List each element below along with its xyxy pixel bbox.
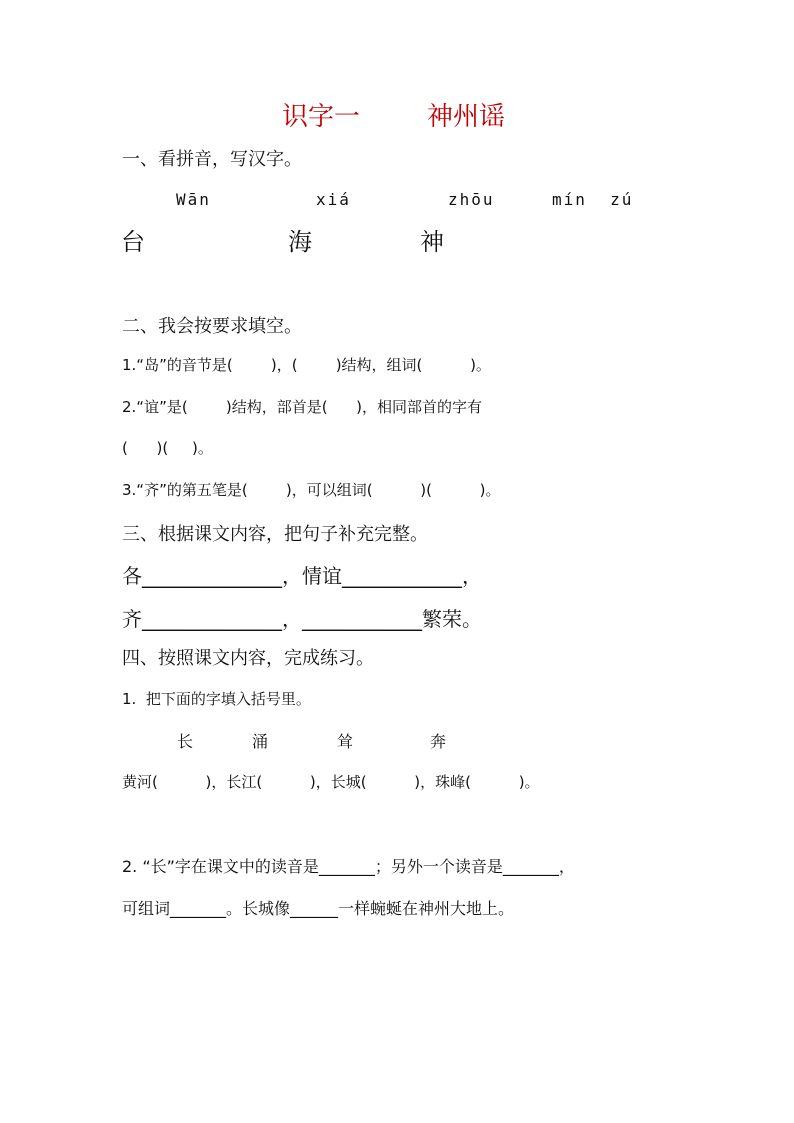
section4-q1-fill: 黄河( )，长江( )，长城( )，珠峰( )。 bbox=[122, 773, 540, 791]
section2-q2-line1: 2.“谊”是( )结构，部首是( )，相同部首的字有 bbox=[122, 398, 483, 416]
section2-q3: 3.“齐”的第五笔是( )，可以组词( )( )。 bbox=[122, 481, 501, 499]
char-3: 神 bbox=[420, 228, 444, 256]
pinyin-1: Wān bbox=[176, 190, 211, 209]
section3-line1: 各______________，情谊____________， bbox=[122, 564, 482, 588]
section4-q2-line2: 可组词_______。长城像______一样蜿蜒在神州大地上。 bbox=[122, 899, 515, 918]
section2-q2-line2: ( )( )。 bbox=[122, 439, 213, 457]
section4-q2-line1: 2. “长”字在课文中的读音是_______；另外一个读音是_______， bbox=[122, 857, 575, 876]
pinyin-4: mín zú bbox=[552, 190, 634, 209]
section3-heading: 三、根据课文内容，把句子补充完整。 bbox=[122, 524, 428, 545]
section3-line2: 齐______________，____________繁荣。 bbox=[122, 607, 482, 631]
page-title-left: 识字一 bbox=[282, 102, 361, 132]
word-4: 奔 bbox=[430, 732, 447, 751]
pinyin-3: zhōu bbox=[448, 190, 495, 209]
section4-heading: 四、按照课文内容，完成练习。 bbox=[122, 648, 374, 669]
section2-heading: 二、我会按要求填空。 bbox=[122, 316, 302, 337]
pinyin-2: xiá bbox=[316, 190, 351, 209]
section4-q1-label: 1. 把下面的字填入括号里。 bbox=[122, 690, 311, 708]
char-1: 台 bbox=[121, 228, 145, 256]
section1-heading: 一、看拼音，写汉字。 bbox=[122, 149, 302, 170]
word-1: 长 bbox=[177, 732, 194, 751]
section2-q1: 1.“岛”的音节是( )，( )结构，组词( )。 bbox=[122, 356, 491, 374]
char-2: 海 bbox=[288, 228, 312, 256]
word-2: 涌 bbox=[252, 732, 269, 751]
word-3: 耸 bbox=[337, 732, 354, 751]
page-title-right: 神州谣 bbox=[427, 102, 506, 132]
